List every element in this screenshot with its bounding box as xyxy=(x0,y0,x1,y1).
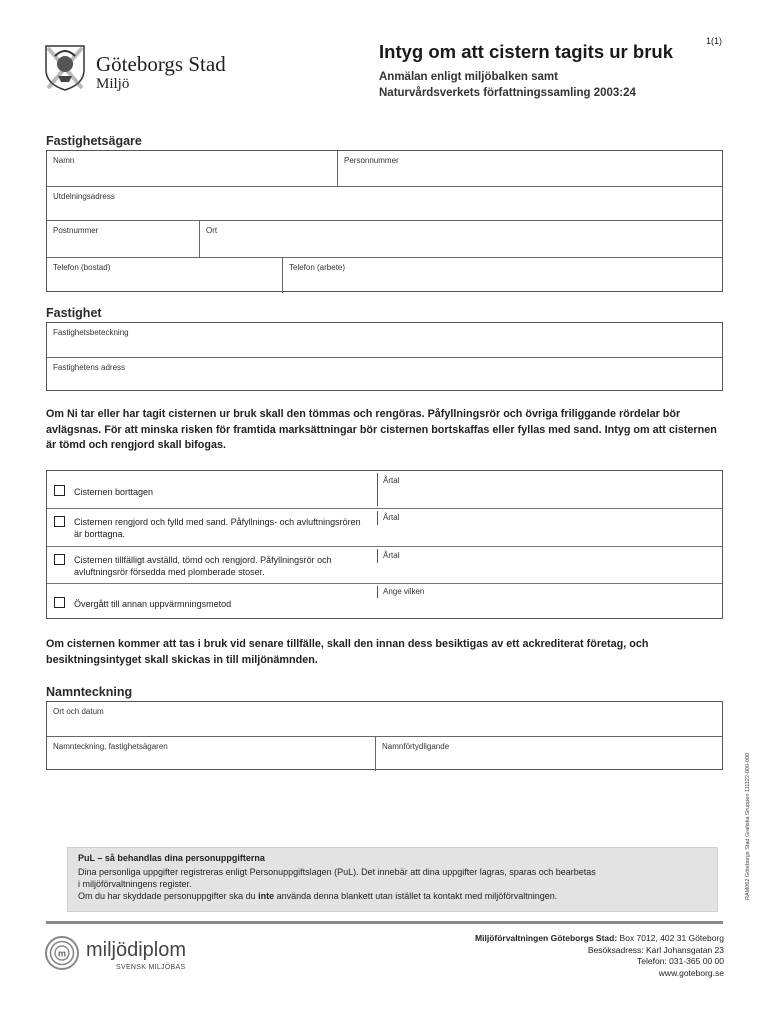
footer-org-box: Box 7012, 402 31 Göteborg xyxy=(617,933,724,943)
pul-line-3-pre: Om du har skyddade personuppgifter ska du xyxy=(78,891,259,901)
option-row-temporarily-disabled xyxy=(47,546,722,583)
svg-text:m: m xyxy=(57,948,67,959)
property-address-field[interactable] xyxy=(47,358,722,392)
property-designation-field[interactable] xyxy=(47,323,722,357)
name-label: Namn xyxy=(53,156,75,165)
logo-subtitle: Miljö xyxy=(96,76,130,92)
property-heading: Fastighet xyxy=(46,306,102,320)
address-field[interactable] xyxy=(47,187,722,220)
personnummer-field[interactable] xyxy=(337,151,722,186)
phone-work-label: Telefon (arbete) xyxy=(289,263,346,272)
year-field-divider xyxy=(377,511,378,525)
year-field-divider xyxy=(377,549,378,563)
signature-row-sign xyxy=(47,736,722,771)
footer-org-name: Miljöförvaltningen Göteborgs Stad: xyxy=(475,933,618,943)
owner-section xyxy=(46,150,723,292)
option-row-filled xyxy=(47,508,722,546)
pul-line-3-post: använda denna blankett utan istället ta kontakt med miljöförvaltningen. xyxy=(274,891,558,901)
postal-code-field[interactable] xyxy=(47,221,199,257)
instruction-text: Om Ni tar eller har tagit cisternen ur bruk skall den tömmas och rengöras. Påfyllningsrör och övriga friliggande rördelar bör avlägsnas. För att minska risken för framtida marksättningar bör cisternen bortskaffas eller fyllas med sand. Intyg om att cisternen är tömd och rengjord skall bifogas. xyxy=(46,408,717,451)
subtitle-line-2: Naturvårdsverkets författningssamling 2003:24 xyxy=(379,87,636,99)
footer-divider xyxy=(46,921,723,924)
checkbox-other-heating[interactable] xyxy=(54,597,65,608)
owner-row-address xyxy=(47,186,722,220)
logo-name: Göteborgs Stad xyxy=(96,52,226,76)
owner-row-name xyxy=(47,151,722,186)
checkbox-temporarily-disabled[interactable] xyxy=(54,554,65,565)
property-row-designation xyxy=(47,323,722,357)
owner-row-postal xyxy=(47,220,722,257)
name-clarification-field[interactable] xyxy=(375,737,722,771)
place-date-label: Ort och datum xyxy=(53,707,104,716)
footer-phone: Telefon: 031-365 00 00 xyxy=(637,956,724,966)
pul-line-3 xyxy=(78,890,707,902)
checkbox-filled-with-sand[interactable] xyxy=(54,516,65,527)
subtitle-line-1: Anmälan enligt miljöbalken samt xyxy=(379,71,558,83)
name-field[interactable] xyxy=(47,151,337,186)
year-field-label[interactable]: Årtal xyxy=(383,476,400,485)
pul-info-box xyxy=(67,847,718,912)
side-code-text: RAM062 Göteborgs Stad Grafiska Gruppen 111122-000-000 xyxy=(745,752,751,900)
postal-code-label: Postnummer xyxy=(53,226,99,235)
miljodiplom-name: miljödiplom xyxy=(86,939,187,961)
property-designation-label: Fastighetsbeteckning xyxy=(53,328,129,337)
footer-address xyxy=(384,933,724,979)
page-number: 1(1) xyxy=(706,36,723,46)
property-row-address xyxy=(47,357,722,392)
signature-section xyxy=(46,701,723,770)
option-label-other-heating: Övergått till annan uppvärmningsmetod xyxy=(74,599,232,609)
option-row-other-heating xyxy=(47,583,722,620)
pul-line-3-bold: inte xyxy=(258,891,275,901)
city-field[interactable] xyxy=(199,221,722,257)
phone-home-field[interactable] xyxy=(47,258,282,293)
owner-heading: Fastighetsägare xyxy=(46,134,142,148)
signature-row-place xyxy=(47,702,722,736)
footer-org-line xyxy=(384,933,724,945)
document-title: Intyg om att cistern tagits ur bruk xyxy=(379,41,673,62)
specify-field-divider xyxy=(377,586,378,598)
option-label-removed: Cisternen borttagen xyxy=(74,487,154,497)
options-section xyxy=(46,470,723,619)
footer-visit-address: Besöksadress: Karl Johansgatan 23 xyxy=(587,944,724,955)
pul-line-1: Dina personliga uppgifter registreras enligt Personuppgiftslagen (PuL). Det innebär att dina uppgifter lagras, sparas och bearbetas xyxy=(78,867,596,877)
place-date-field[interactable] xyxy=(47,702,722,736)
specify-field-label[interactable]: Ange vilken xyxy=(383,587,425,596)
year-field-label[interactable]: Årtal xyxy=(383,551,400,560)
name-clarification-label: Namnförtydligande xyxy=(382,742,450,751)
pul-line-2: i miljöförvaltningens register. xyxy=(78,879,192,889)
miljodiplom-subtitle: SVENSK MILJÖBAS xyxy=(116,964,186,971)
reuse-note-text: Om cisternen kommer att tas i bruk vid senare tillfälle, skall den innan dess besiktigas av ett ackrediterat företag, och besiktningsintyget skall skickas in till miljönämnden. xyxy=(46,638,649,666)
city-crest-icon xyxy=(42,42,88,92)
personnummer-label: Personnummer xyxy=(344,156,399,165)
checkbox-removed[interactable] xyxy=(54,485,65,496)
pul-title: PuL – så behandlas dina personuppgifterna xyxy=(78,853,265,863)
signature-label: Namnteckning, fastighetsägaren xyxy=(53,742,168,751)
phone-home-label: Telefon (bostad) xyxy=(53,263,111,272)
phone-work-field[interactable] xyxy=(282,258,722,293)
address-label: Utdelningsadress xyxy=(53,192,115,201)
signature-heading: Namnteckning xyxy=(46,685,133,699)
document-subtitle xyxy=(379,69,636,101)
owner-row-phone xyxy=(47,257,722,293)
signature-field[interactable] xyxy=(47,737,375,771)
year-field-label[interactable]: Årtal xyxy=(383,513,400,522)
option-label-filled: Cisternen rengjord och fylld med sand. Påfyllnings- och avluftningsrören är borttagna. xyxy=(74,517,361,539)
city-label: Ort xyxy=(206,226,218,235)
option-row-removed xyxy=(47,471,722,508)
property-section xyxy=(46,322,723,391)
option-label-temporarily-disabled: Cisternen tillfälligt avställd, tömd och rengjord. Påfyllningsrör och avluftningsrör försedda med plomberade stoser. xyxy=(74,555,332,577)
footer-website-link[interactable]: www.goteborg.se xyxy=(658,967,724,978)
year-field-divider xyxy=(377,473,378,506)
property-address-label: Fastighetens adress xyxy=(53,363,126,372)
miljodiplom-logo-icon xyxy=(44,935,80,971)
